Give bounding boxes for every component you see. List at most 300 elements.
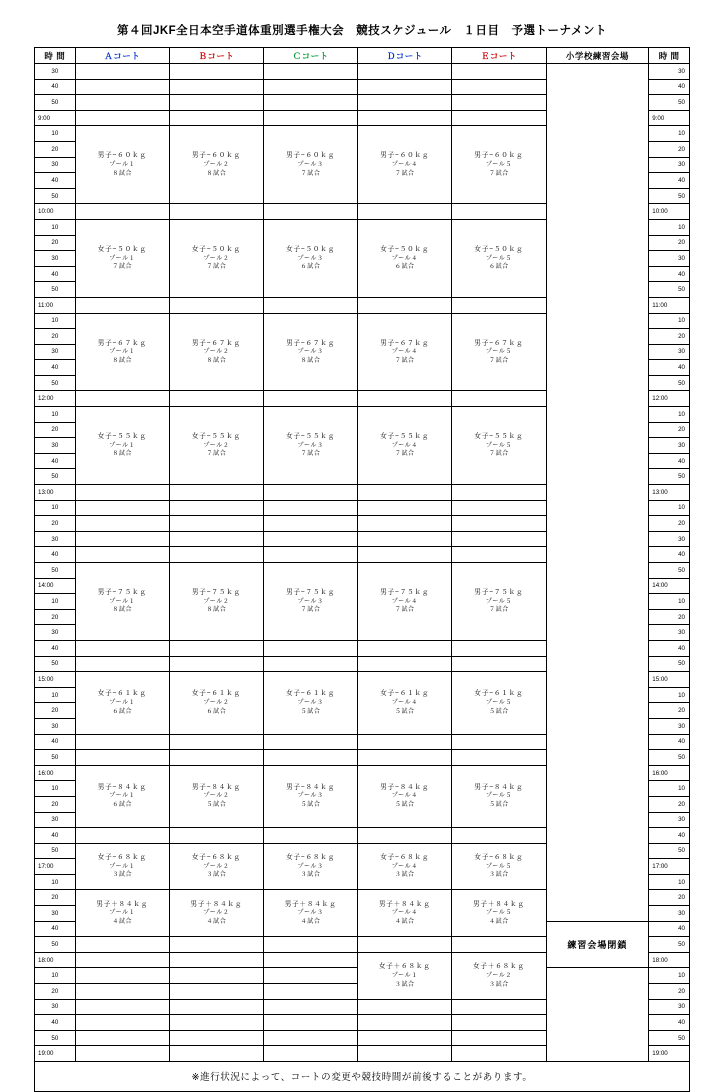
- empty-slot: [169, 95, 263, 111]
- match-category: 女子−５５ｋｇ: [286, 433, 336, 441]
- match-block: [169, 563, 263, 641]
- empty-slot: [452, 640, 546, 656]
- match-pool: プール５: [485, 161, 512, 168]
- empty-slot: [264, 1015, 358, 1031]
- time-label-left: 10: [35, 313, 76, 329]
- time-label-right: 14:00: [649, 578, 690, 594]
- time-label-left: 20: [35, 329, 76, 345]
- time-label-left: 18:00: [35, 952, 76, 968]
- empty-slot: [264, 828, 358, 844]
- empty-slot: [358, 1046, 452, 1062]
- match-pool: プール５: [485, 910, 512, 917]
- empty-slot: [452, 531, 546, 547]
- match-block: [358, 407, 452, 485]
- empty-slot: [169, 952, 263, 968]
- match-pool: プール４: [391, 161, 418, 168]
- match-count: ５試合: [394, 802, 415, 809]
- match-category: 男子−７５ｋｇ: [474, 589, 524, 597]
- match-count: ６試合: [112, 802, 133, 809]
- time-label-left: 20: [35, 609, 76, 625]
- empty-slot: [452, 937, 546, 953]
- time-label-right: 10: [649, 687, 690, 703]
- match-block: [358, 313, 452, 391]
- time-label-right: 10: [649, 781, 690, 797]
- time-label-left: 30: [35, 906, 76, 922]
- empty-slot: [169, 750, 263, 766]
- match-block: [75, 765, 169, 827]
- time-label-right: 10: [649, 126, 690, 142]
- empty-slot: [169, 656, 263, 672]
- match-pool: プール５: [485, 863, 512, 870]
- match-count: ８試合: [206, 170, 227, 177]
- empty-slot: [75, 656, 169, 672]
- match-count: ７試合: [300, 607, 321, 614]
- time-label-right: 50: [649, 937, 690, 953]
- empty-slot: [75, 937, 169, 953]
- match-block: [75, 219, 169, 297]
- time-label-left: 10: [35, 407, 76, 423]
- match-count: ７試合: [489, 357, 509, 364]
- time-label-right: 50: [649, 656, 690, 672]
- time-label-right: 10: [649, 594, 690, 610]
- match-pool: プール１: [109, 598, 136, 605]
- empty-slot: [75, 204, 169, 220]
- empty-slot: [358, 79, 452, 95]
- match-count: ５試合: [300, 802, 321, 809]
- empty-slot: [452, 204, 546, 220]
- empty-slot: [75, 750, 169, 766]
- time-label-right: 20: [649, 141, 690, 157]
- empty-slot: [75, 734, 169, 750]
- match-category: 男子−６０ｋｇ: [286, 152, 336, 160]
- empty-slot: [264, 640, 358, 656]
- match-pool: プール４: [391, 598, 418, 605]
- match-category: 男子−６０ｋｇ: [97, 152, 147, 160]
- empty-slot: [75, 531, 169, 547]
- match-category: 男子−６７ｋｇ: [286, 339, 336, 347]
- time-label-left: 30: [35, 625, 76, 641]
- match-count: ４試合: [394, 919, 415, 926]
- match-block: [358, 890, 452, 937]
- empty-slot: [264, 95, 358, 111]
- match-block: [264, 407, 358, 485]
- time-label-right: 10: [649, 219, 690, 235]
- match-pool: プール３: [297, 349, 324, 356]
- match-pool: プール１: [109, 699, 136, 706]
- match-block: [264, 313, 358, 391]
- time-label-left: 30: [35, 812, 76, 828]
- time-label-left: 30: [35, 64, 76, 80]
- empty-slot: [264, 999, 358, 1015]
- match-block: [452, 563, 546, 641]
- empty-slot: [358, 110, 452, 126]
- empty-slot: [169, 531, 263, 547]
- time-label-left: 30: [35, 718, 76, 734]
- time-label-left: 11:00: [35, 297, 76, 313]
- match-pool: プール３: [297, 161, 324, 168]
- empty-slot: [452, 547, 546, 563]
- match-count: ８試合: [112, 170, 133, 177]
- empty-slot: [169, 297, 263, 313]
- match-pool: プール４: [391, 793, 418, 800]
- time-label-right: 10:00: [649, 204, 690, 220]
- match-category: 女子−５５ｋｇ: [380, 433, 430, 441]
- time-label-left: 40: [35, 360, 76, 376]
- time-label-right: 20: [649, 796, 690, 812]
- match-category: 女子−６１ｋｇ: [474, 690, 524, 698]
- match-category: 女子−５５ｋｇ: [97, 433, 147, 441]
- time-label-right: 10: [649, 313, 690, 329]
- empty-slot: [264, 937, 358, 953]
- time-label-left: 50: [35, 656, 76, 672]
- match-count: ４試合: [489, 919, 509, 926]
- time-label-right: 50: [649, 563, 690, 579]
- empty-slot: [169, 485, 263, 501]
- empty-slot: [75, 1015, 169, 1031]
- time-label-right: 40: [649, 1015, 690, 1031]
- empty-slot: [452, 95, 546, 111]
- empty-slot: [169, 79, 263, 95]
- match-category: 女子−６８ｋｇ: [380, 854, 430, 862]
- time-label-right: 20: [649, 890, 690, 906]
- time-label-right: 30: [649, 64, 690, 80]
- empty-slot: [452, 1015, 546, 1031]
- header-court-b: Ｂコート: [169, 48, 263, 64]
- time-label-left: 40: [35, 1015, 76, 1031]
- match-count: ４試合: [206, 919, 227, 926]
- match-pool: プール２: [203, 349, 230, 356]
- time-label-right: 40: [649, 266, 690, 282]
- empty-slot: [169, 984, 263, 1000]
- match-pool: プール１: [109, 349, 136, 356]
- empty-slot: [452, 110, 546, 126]
- time-label-left: 40: [35, 547, 76, 563]
- match-category: 男子＋８４ｋｇ: [378, 900, 431, 908]
- empty-slot: [75, 516, 169, 532]
- match-category: 男子−６７ｋｇ: [474, 339, 524, 347]
- time-label-left: 20: [35, 796, 76, 812]
- empty-slot: [264, 204, 358, 220]
- empty-slot: [264, 952, 358, 968]
- empty-slot: [264, 110, 358, 126]
- match-count: ８試合: [112, 451, 133, 458]
- empty-slot: [358, 547, 452, 563]
- match-pool: プール３: [297, 442, 324, 449]
- time-label-right: 19:00: [649, 1046, 690, 1062]
- match-count: ３試合: [489, 872, 509, 879]
- time-label-right: 30: [649, 812, 690, 828]
- match-block: [452, 126, 546, 204]
- match-pool: プール２: [203, 442, 230, 449]
- table-body: [35, 64, 690, 1062]
- match-block: [75, 407, 169, 485]
- match-pool: プール２: [203, 863, 230, 870]
- time-label-left: 15:00: [35, 672, 76, 688]
- time-label-right: 20: [649, 984, 690, 1000]
- empty-slot: [358, 1015, 452, 1031]
- match-category: 女子−５５ｋｇ: [474, 433, 524, 441]
- time-label-right: 40: [649, 360, 690, 376]
- match-pool: プール４: [391, 442, 418, 449]
- time-label-left: 40: [35, 266, 76, 282]
- time-label-left: 10: [35, 126, 76, 142]
- time-label-right: 40: [649, 921, 690, 937]
- empty-slot: [264, 1046, 358, 1062]
- match-category: 男子−７５ｋｇ: [191, 589, 241, 597]
- empty-slot: [264, 547, 358, 563]
- empty-slot: [75, 999, 169, 1015]
- match-pool: プール４: [391, 910, 418, 917]
- empty-slot: [452, 485, 546, 501]
- empty-slot: [358, 937, 452, 953]
- match-pool: プール３: [297, 598, 324, 605]
- match-pool: プール３: [297, 910, 324, 917]
- time-label-right: 13:00: [649, 485, 690, 501]
- time-label-right: 50: [649, 188, 690, 204]
- match-block: [264, 765, 358, 827]
- match-count: ６試合: [394, 264, 415, 271]
- match-pool: プール３: [297, 699, 324, 706]
- empty-slot: [75, 984, 169, 1000]
- empty-slot: [169, 937, 263, 953]
- empty-slot: [169, 391, 263, 407]
- match-count: ４試合: [300, 919, 321, 926]
- match-category: 男子−８４ｋｇ: [380, 783, 430, 791]
- time-label-right: 40: [649, 173, 690, 189]
- match-category: 女子＋６８ｋｇ: [378, 963, 431, 971]
- time-label-right: 20: [649, 422, 690, 438]
- time-label-left: 20: [35, 890, 76, 906]
- match-block: [169, 672, 263, 734]
- page-title: 第４回JKF全日本空手道体重別選手権大会 競技スケジュール １日目 予選トーナメント: [116, 25, 608, 37]
- empty-slot: [264, 64, 358, 80]
- empty-slot: [264, 500, 358, 516]
- empty-slot: [452, 750, 546, 766]
- match-count: ３試合: [206, 872, 227, 879]
- match-pool: プール５: [485, 598, 512, 605]
- match-category: 女子−５５ｋｇ: [191, 433, 241, 441]
- empty-slot: [169, 547, 263, 563]
- empty-slot: [75, 500, 169, 516]
- empty-slot: [264, 391, 358, 407]
- match-count: ７試合: [489, 607, 509, 614]
- match-block: [75, 843, 169, 890]
- empty-slot: [169, 500, 263, 516]
- match-block: [452, 407, 546, 485]
- time-label-left: 19:00: [35, 1046, 76, 1062]
- match-block: [358, 563, 452, 641]
- time-label-left: 30: [35, 531, 76, 547]
- match-pool: プール２: [203, 793, 230, 800]
- match-category: 男子＋８４ｋｇ: [284, 900, 337, 908]
- time-label-left: 14:00: [35, 578, 76, 594]
- match-category: 男子−６０ｋｇ: [380, 152, 430, 160]
- header-court-a: Ａコート: [75, 48, 169, 64]
- time-label-left: 50: [35, 375, 76, 391]
- match-category: 男子−８４ｋｇ: [286, 783, 336, 791]
- time-label-right: 10: [649, 407, 690, 423]
- time-label-right: 15:00: [649, 672, 690, 688]
- time-label-left: 30: [35, 999, 76, 1015]
- match-block: [264, 672, 358, 734]
- empty-slot: [75, 110, 169, 126]
- practice-venue-slot: [546, 64, 649, 922]
- match-count: ７試合: [112, 264, 133, 271]
- time-label-right: 50: [649, 1030, 690, 1046]
- match-count: ４試合: [112, 919, 133, 926]
- time-label-left: 30: [35, 438, 76, 454]
- empty-slot: [264, 516, 358, 532]
- time-label-right: 50: [649, 750, 690, 766]
- match-count: ３試合: [112, 872, 133, 879]
- match-pool: プール３: [297, 793, 324, 800]
- match-count: ７試合: [489, 451, 509, 458]
- time-label-right: 30: [649, 999, 690, 1015]
- time-label-left: 20: [35, 141, 76, 157]
- match-pool: プール２: [203, 161, 230, 168]
- time-label-right: 20: [649, 609, 690, 625]
- time-label-left: 20: [35, 703, 76, 719]
- match-pool: プール４: [391, 255, 418, 262]
- time-label-left: 50: [35, 469, 76, 485]
- empty-slot: [75, 1046, 169, 1062]
- empty-slot: [75, 640, 169, 656]
- match-category: 女子−６８ｋｇ: [97, 854, 147, 862]
- match-block: [264, 563, 358, 641]
- empty-slot: [358, 640, 452, 656]
- match-pool: プール５: [485, 442, 512, 449]
- match-category: 男子＋８４ｋｇ: [190, 900, 243, 908]
- time-label-right: 40: [649, 79, 690, 95]
- empty-slot: [264, 297, 358, 313]
- match-category: 女子−６８ｋｇ: [286, 854, 336, 862]
- match-pool: プール５: [485, 699, 512, 706]
- time-label-right: 40: [649, 640, 690, 656]
- match-count: ６試合: [489, 264, 509, 271]
- time-label-left: 50: [35, 563, 76, 579]
- empty-slot: [264, 750, 358, 766]
- match-pool: プール１: [109, 910, 136, 917]
- match-block: [358, 126, 452, 204]
- empty-slot: [169, 204, 263, 220]
- match-category: 男子−８４ｋｇ: [191, 783, 241, 791]
- time-label-left: 20: [35, 422, 76, 438]
- match-pool: プール１: [391, 972, 418, 979]
- match-count: ６試合: [112, 708, 133, 715]
- header-practice-venue: 小学校練習会場: [546, 48, 649, 64]
- match-pool: プール１: [109, 161, 136, 168]
- match-count: ３試合: [394, 981, 415, 988]
- empty-slot: [452, 734, 546, 750]
- time-label-left: 9:00: [35, 110, 76, 126]
- match-category: 男子−６０ｋｇ: [191, 152, 241, 160]
- time-label-left: 50: [35, 282, 76, 298]
- match-count: ３試合: [394, 872, 415, 879]
- match-category: 女子−５０ｋｇ: [97, 245, 147, 253]
- match-count: ７試合: [394, 451, 415, 458]
- empty-slot: [75, 828, 169, 844]
- match-pool: プール５: [485, 349, 512, 356]
- match-block: [169, 890, 263, 937]
- match-pool: プール２: [485, 972, 512, 979]
- match-count: ５試合: [394, 708, 415, 715]
- empty-slot: [75, 391, 169, 407]
- match-block: [169, 126, 263, 204]
- time-label-left: 40: [35, 921, 76, 937]
- empty-slot: [358, 297, 452, 313]
- match-count: ８試合: [300, 357, 321, 364]
- match-count: ３試合: [300, 872, 321, 879]
- match-category: 男子−８４ｋｇ: [97, 783, 147, 791]
- empty-slot: [452, 500, 546, 516]
- empty-slot: [264, 968, 358, 984]
- match-pool: プール１: [109, 255, 136, 262]
- match-pool: プール３: [297, 863, 324, 870]
- empty-slot: [75, 485, 169, 501]
- time-label-left: 40: [35, 734, 76, 750]
- match-block: [169, 765, 263, 827]
- match-block: [169, 219, 263, 297]
- empty-slot: [358, 500, 452, 516]
- match-category: 女子−５０ｋｇ: [286, 245, 336, 253]
- time-label-left: 50: [35, 937, 76, 953]
- match-category: 男子−７５ｋｇ: [97, 589, 147, 597]
- match-count: ８試合: [112, 607, 133, 614]
- match-pool: プール４: [391, 863, 418, 870]
- time-label-right: 50: [649, 375, 690, 391]
- match-block: [264, 890, 358, 937]
- empty-slot: [75, 968, 169, 984]
- empty-slot: [264, 656, 358, 672]
- match-block: [358, 843, 452, 890]
- empty-slot: [75, 297, 169, 313]
- time-label-right: 20: [649, 703, 690, 719]
- time-label-right: 40: [649, 734, 690, 750]
- footer-note: ※進行状況によって、コートの変更や競技時間が前後することがあります。: [34, 1062, 690, 1092]
- match-count: ７試合: [394, 357, 415, 364]
- time-label-left: 17:00: [35, 859, 76, 875]
- empty-slot: [358, 204, 452, 220]
- match-block: [75, 672, 169, 734]
- time-label-right: 9:00: [649, 110, 690, 126]
- match-pool: プール２: [203, 598, 230, 605]
- match-block: [169, 313, 263, 391]
- match-category: 男子−７５ｋｇ: [380, 589, 430, 597]
- time-label-right: 10: [649, 500, 690, 516]
- empty-slot: [169, 640, 263, 656]
- time-label-right: 20: [649, 235, 690, 251]
- time-label-right: 12:00: [649, 391, 690, 407]
- match-block: [264, 219, 358, 297]
- time-label-right: 30: [649, 718, 690, 734]
- empty-slot: [169, 1030, 263, 1046]
- time-label-right: 20: [649, 516, 690, 532]
- match-pool: プール５: [485, 255, 512, 262]
- time-label-right: 30: [649, 906, 690, 922]
- empty-slot: [358, 516, 452, 532]
- time-label-left: 20: [35, 984, 76, 1000]
- empty-slot: [358, 531, 452, 547]
- time-label-left: 10: [35, 594, 76, 610]
- match-count: ７試合: [394, 170, 415, 177]
- time-label-left: 50: [35, 95, 76, 111]
- empty-slot: [75, 95, 169, 111]
- match-category: 女子＋６８ｋｇ: [473, 963, 525, 971]
- time-label-left: 10: [35, 968, 76, 984]
- match-block: [75, 890, 169, 937]
- empty-slot: [75, 547, 169, 563]
- empty-slot: [75, 1030, 169, 1046]
